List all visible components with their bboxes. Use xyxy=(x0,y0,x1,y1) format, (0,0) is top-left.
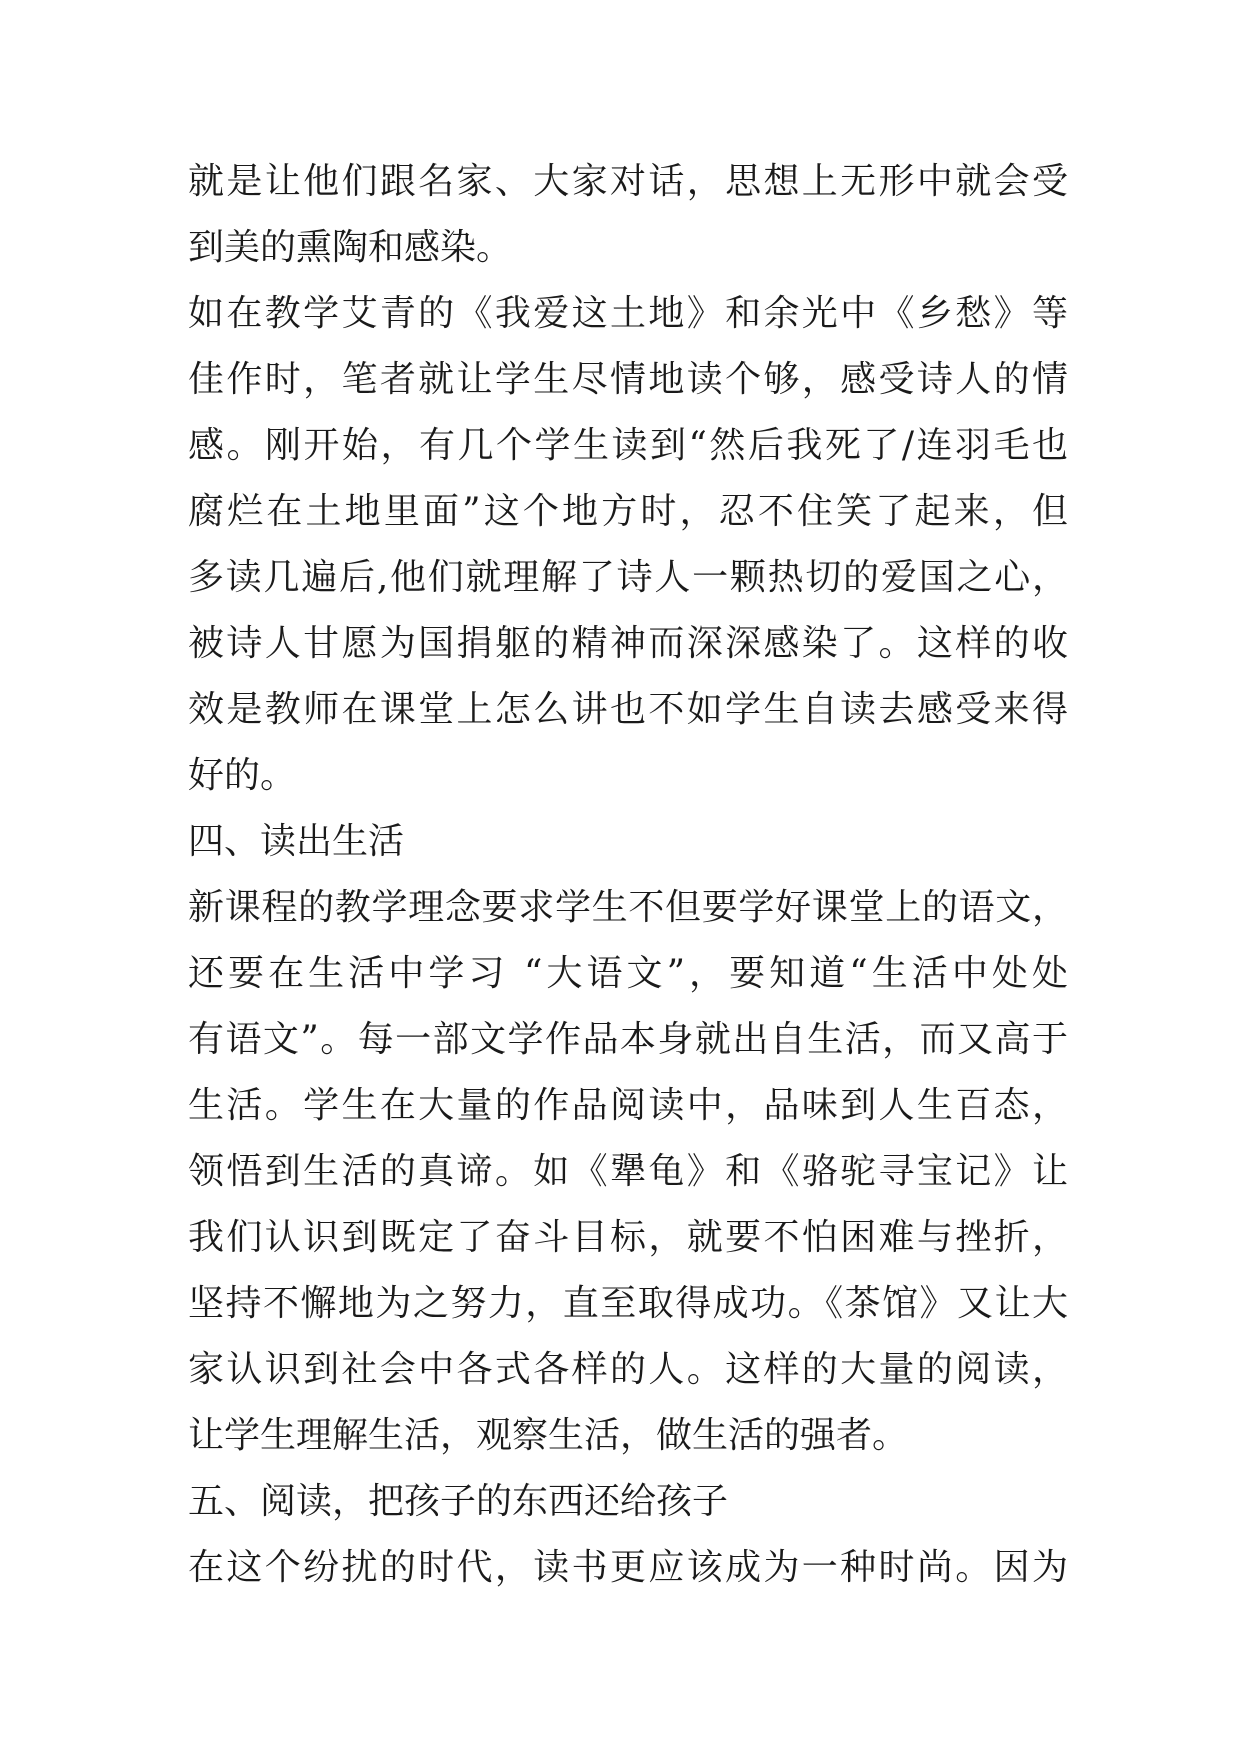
text-line: 腐烂在土地里面”这个地方时，忍不住笑了起来，但 xyxy=(188,491,1068,532)
text-line: 感。刚开始，有几个学生读到“然后我死了/连羽毛也 xyxy=(188,425,1068,466)
section-heading: 五、阅读，把孩子的东西还给孩子 xyxy=(188,1481,729,1522)
body-text xyxy=(188,149,1068,1601)
text-line: 到美的熏陶和感染。 xyxy=(188,227,513,268)
text-line: 好的。 xyxy=(188,755,297,796)
text-line: 就是让他们跟名家、大家对话，思想上无形中就会受 xyxy=(188,161,1068,202)
text-line: 家认识到社会中各式各样的人。这样的大量的阅读， xyxy=(188,1349,1068,1390)
section-heading: 四、读出生活 xyxy=(188,821,405,862)
text-line: 还要在生活中学习 “大语文”，要知道“生活中处处 xyxy=(188,953,1068,994)
text-line: 多读几遍后,他们就理解了诗人一颗热切的爱国之心， xyxy=(188,557,1068,598)
text-line: 新课程的教学理念要求学生不但要学好课堂上的语文， xyxy=(188,887,1068,928)
text-line: 让学生理解生活，观察生活，做生活的强者。 xyxy=(188,1415,909,1456)
text-line: 领悟到生活的真谛。如《犟龟》和《骆驼寻宝记》让 xyxy=(188,1151,1068,1192)
text-line: 佳作时，笔者就让学生尽情地读个够，感受诗人的情 xyxy=(188,359,1068,400)
text-line: 我们认识到既定了奋斗目标，就要不怕困难与挫折， xyxy=(188,1217,1068,1258)
text-line: 效是教师在课堂上怎么讲也不如学生自读去感受来得 xyxy=(188,689,1068,730)
text-line: 有语文”。每一部文学作品本身就出自生活，而又高于 xyxy=(188,1019,1068,1060)
text-line: 坚持不懈地为之努力，直至取得成功。《茶馆》又让大 xyxy=(188,1283,1068,1324)
text-line: 生活。学生在大量的作品阅读中，品味到人生百态， xyxy=(188,1085,1068,1126)
text-line: 被诗人甘愿为国捐躯的精神而深深感染了。这样的收 xyxy=(188,623,1068,664)
text-line: 如在教学艾青的《我爱这土地》和余光中《乡愁》等 xyxy=(188,293,1068,334)
text-line: 在这个纷扰的时代，读书更应该成为一种时尚。因为 xyxy=(188,1547,1068,1588)
